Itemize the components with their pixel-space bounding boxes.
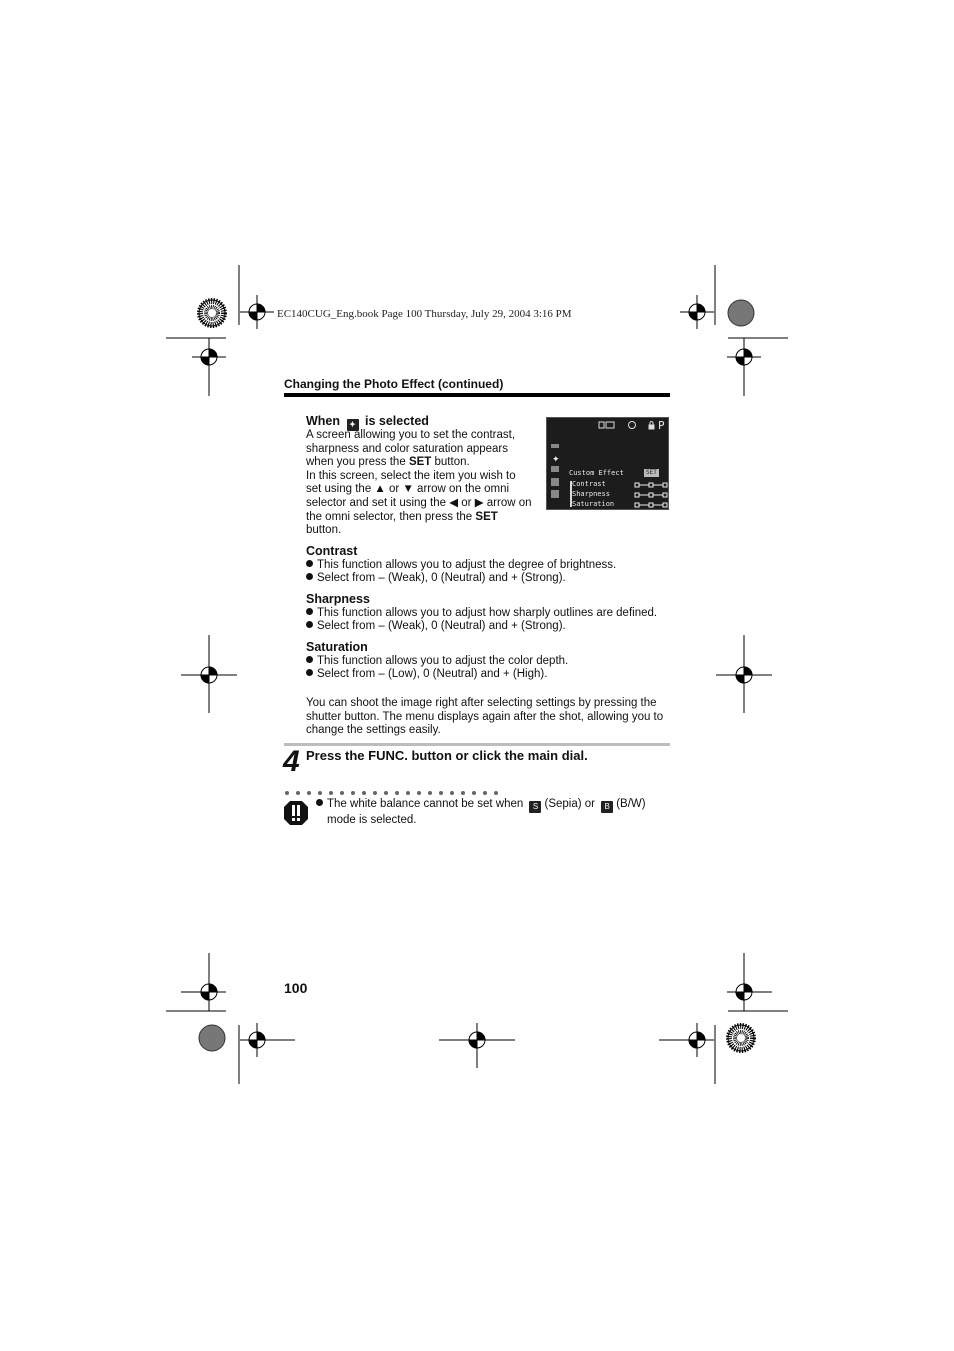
section-title: Changing the Photo Effect (continued) [284,377,504,391]
caution-dot-rule [284,790,499,796]
lcd-item-sharpness: Sharpness [572,490,610,498]
when-selected-description [306,429,534,538]
contrast-bullet-2-text: Select from – (Weak), 0 (Neutral) and + (Strong). [317,572,566,584]
caution-icon [283,800,309,826]
custom-effect-icon: ✦ [347,419,359,431]
desc-p1-end: button. [434,456,470,469]
desc-p2-end: button. [306,524,342,537]
sharpness-bullet-2 [306,620,566,633]
caution-bw-label: (B/W) [616,798,646,810]
desc-p1-set: SET [408,456,432,469]
svg-text:✦: ✦ [552,455,560,465]
desc-p2b: arrow on the omni selector and set it using the [306,483,510,509]
desc-or-1: or [389,483,400,496]
step-number: 4 [283,745,300,778]
caution-sepia-label: (Sepia) or [544,798,595,810]
lcd-set-badge: SET [646,469,657,476]
contrast-bullet-1-text: This function allows you to adjust the degree of brightness. [317,559,617,571]
sepia-icon: S [529,801,541,813]
lcd-item-contrast: Contrast [572,480,606,488]
saturation-bullet-1-text: This function allows you to adjust the color depth. [317,655,569,667]
print-slug-header: EC140CUG_Eng.book Page 100 Thursday, July 29, 2004 3:16 PM [277,308,572,320]
desc-p2a: In this screen, select the item you wish to set using the [306,469,516,496]
caution-text-a: The white balance cannot be set when [327,798,524,810]
down-arrow-icon: ▼ [402,483,414,496]
step-instruction: Press the FUNC. button or click the main dial. [306,748,588,763]
sharpness-bullet-1-text: This function allows you to adjust how sharply outlines are defined. [317,607,658,619]
left-arrow-icon: ◀ [449,496,459,509]
page-number: 100 [284,980,308,996]
sharpness-bullet-1 [306,607,657,620]
saturation-bullet-2-text: Select from – (Low), 0 (Neutral) and + (High). [317,668,548,680]
contrast-bullet-2 [306,572,566,585]
bw-icon: B [601,801,613,813]
lcd-menu-title: Custom Effect [569,469,624,477]
saturation-bullet-2 [306,668,547,681]
up-arrow-icon: ▲ [374,483,386,496]
lcd-mode-indicator: P [658,419,665,432]
right-arrow-icon: ▶ [474,496,484,509]
title-rule [284,393,670,397]
step-rule [284,743,670,746]
saturation-heading: Saturation [306,640,368,654]
desc-p2c: arrow on the omni selector, then press the [306,496,532,523]
contrast-heading: Contrast [306,544,358,558]
caution-note [316,797,676,827]
desc-p1: A screen allowing you to set the contrast, sharpness and color saturation appears when you press the [306,429,516,469]
sharpness-bullet-2-text: Select from – (Weak), 0 (Neutral) and + (Strong). [317,620,566,632]
lcd-item-saturation: Saturation [572,500,615,508]
desc-p2-set: SET [475,510,498,523]
caution-text-b: mode is selected. [327,814,417,826]
sharpness-heading: Sharpness [306,592,370,606]
saturation-bullet-1 [306,655,568,668]
contrast-bullet-1 [306,559,616,572]
when-label: When [306,414,341,428]
is-selected-label: is selected [365,414,429,428]
closing-paragraph: You can shoot the image right after selecting settings by pressing the shutter button. The menu displays again after the shot, allowing you to change the settings easily. [306,697,664,737]
camera-lcd-screen [546,417,669,510]
desc-or-2: or [461,496,472,509]
